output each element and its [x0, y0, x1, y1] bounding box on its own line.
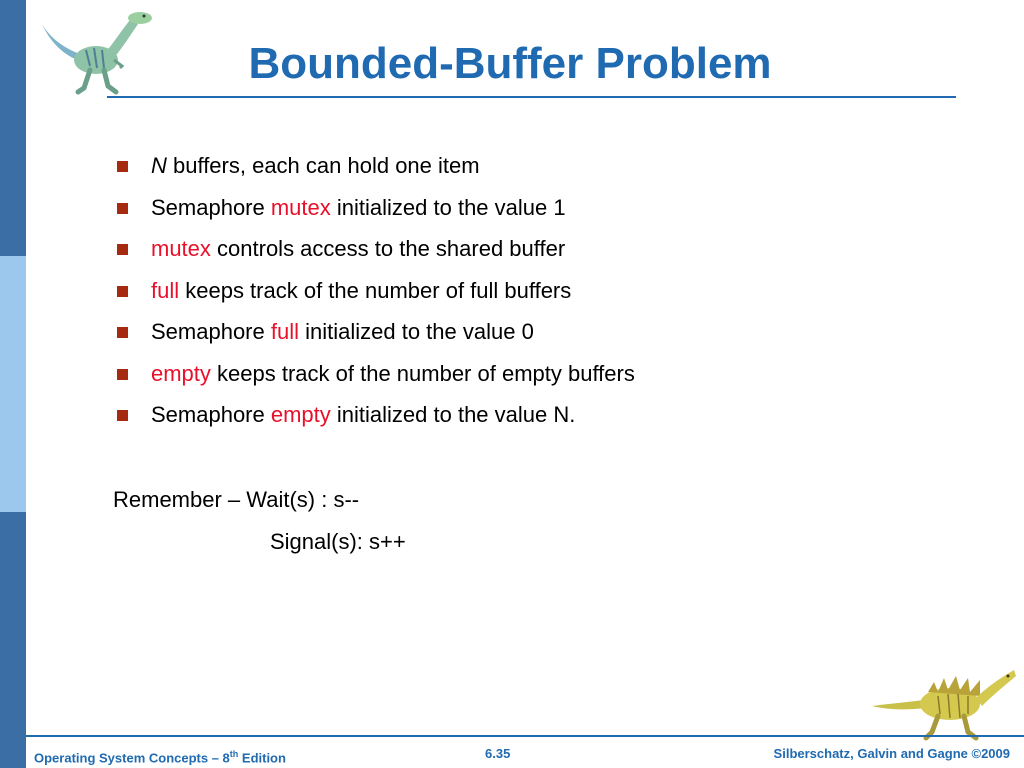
bullet-item: Semaphore empty initialized to the value N.	[113, 399, 635, 441]
bullet-item: mutex controls access to the shared buffer	[113, 233, 635, 275]
sidebar-stripe-middle	[0, 256, 26, 512]
bullet-square-icon	[117, 244, 128, 255]
bullet-item: empty keeps track of the number of empty buffers	[113, 358, 635, 400]
footer-authors: Silberschatz, Galvin and Gagne ©2009	[773, 746, 1010, 761]
bullet-highlight: empty	[151, 360, 211, 386]
bullet-square-icon	[117, 203, 128, 214]
title-divider	[107, 96, 956, 98]
remember-line: Remember – Wait(s) : s--	[113, 487, 360, 512]
bullet-square-icon	[117, 286, 128, 297]
bullet-item: full keeps track of the number of full buffers	[113, 275, 635, 317]
bullet-highlight: full	[151, 277, 180, 303]
bullet-highlight: full	[270, 319, 299, 344]
bullet-square-icon	[117, 410, 128, 421]
sidebar-stripe-top	[0, 0, 26, 256]
bullet-square-icon	[117, 369, 128, 380]
footer-divider	[26, 735, 1024, 737]
slide-title: Bounded-Buffer Problem	[248, 39, 772, 88]
footer-page-number: 6.35	[485, 746, 511, 761]
footer-book-title: Operating System Concepts – 8th Edition	[34, 749, 286, 766]
bullet-list	[113, 150, 635, 441]
bullet-highlight: empty	[270, 402, 331, 427]
bullet-item: Semaphore full initialized to the value 0	[113, 316, 635, 358]
dinosaur-icon	[868, 662, 1018, 742]
bullet-highlight: N	[151, 153, 167, 178]
bullet-item: N buffers, each can hold one item	[113, 150, 635, 192]
bullet-highlight: mutex	[270, 194, 331, 220]
bullet-square-icon	[117, 161, 128, 172]
dinosaur-icon	[34, 4, 158, 96]
signal-line: Signal(s): s++	[270, 529, 406, 554]
left-sidebar-stripe	[0, 0, 26, 768]
bullet-square-icon	[117, 327, 128, 338]
bullet-item: Semaphore mutex initialized to the value 1	[113, 192, 635, 234]
bullet-highlight: mutex	[151, 236, 211, 261]
sidebar-stripe-bottom	[0, 512, 26, 768]
